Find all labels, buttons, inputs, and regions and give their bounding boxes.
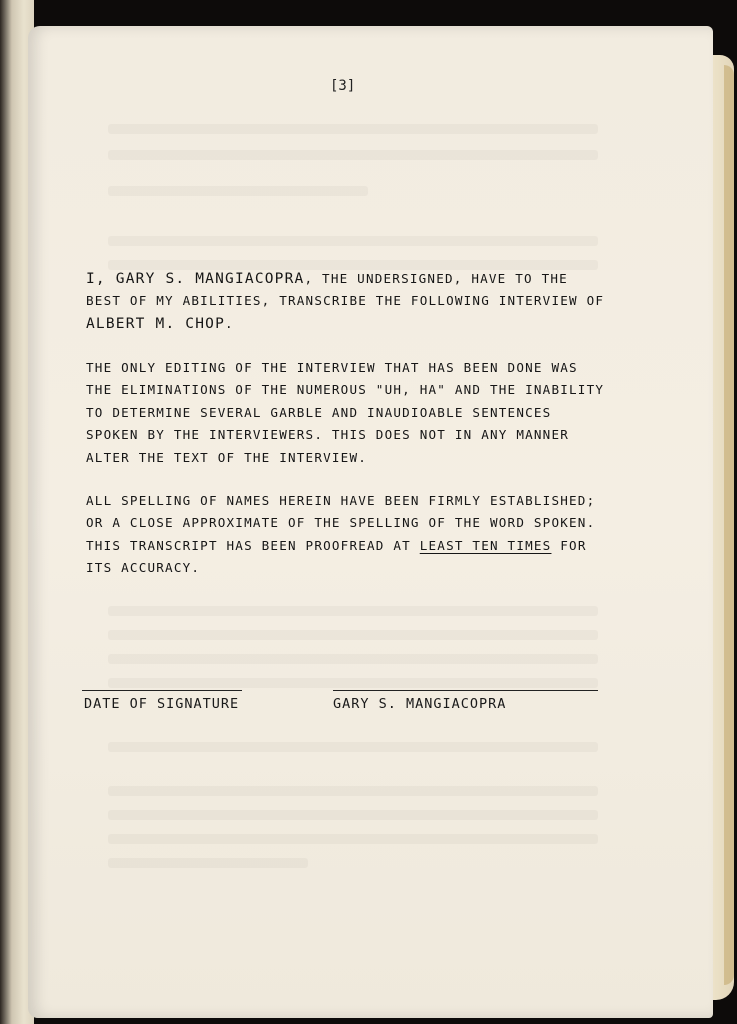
show-through-line xyxy=(108,150,598,160)
show-through-line xyxy=(108,124,598,134)
show-through-line xyxy=(108,630,598,640)
paragraph-lead: I, xyxy=(86,271,116,287)
show-through-line xyxy=(108,834,598,844)
paragraph-text: , THE UNDERSIGNED, HAVE TO THE BEST OF MY ABILITIES, TRANSCRIBE THE FOLLOWING INTERVIEW OF xyxy=(86,271,605,309)
signer-name-label: GARY S. MANGIACOPRA xyxy=(333,696,507,712)
show-through-line xyxy=(108,186,368,196)
show-through-line xyxy=(108,742,598,752)
editing-paragraph: THE ONLY EDITING OF THE INTERVIEW THAT HAS BEEN DONE WAS THE ELIMINATIONS OF THE NUMEROUS "UH, HA" AND THE INABILITY TO DETERMINE SEVERAL GARBLE AND INAUDIOABLE SENTENCES SPOKEN BY THE INTERVIEWERS. THIS DOES NOT IN ANY MANNER ALTER THE TEXT OF THE INTERVIEW. xyxy=(86,360,605,465)
show-through-line xyxy=(108,786,598,796)
paragraph-end: . xyxy=(225,315,234,331)
interviewee-name: ALBERT M. CHOP xyxy=(86,315,226,332)
emphasis-text: LEAST TEN TIMES xyxy=(419,537,552,553)
show-through-line xyxy=(108,810,598,820)
spelling-paragraph xyxy=(86,490,606,580)
date-signature-line xyxy=(82,690,242,691)
paragraph-end: FOR ITS ACCURACY. xyxy=(86,537,587,576)
page-number: [3] xyxy=(330,78,356,94)
show-through-line xyxy=(108,236,598,246)
show-through-line xyxy=(108,858,308,868)
show-through-line xyxy=(108,654,598,664)
date-of-signature-label: DATE OF SIGNATURE xyxy=(84,696,240,712)
transcriber-name: GARY S. MANGIACOPRA xyxy=(115,271,305,287)
name-signature-line xyxy=(333,690,598,691)
certification-paragraph xyxy=(86,268,606,335)
show-through-line xyxy=(108,678,598,688)
paragraph-text: ALL SPELLING OF NAMES HEREIN HAVE BEEN FIRMLY ESTABLISHED; OR A CLOSE APPROXIMATE OF THE SPELLING OF THE WORD SPOKEN. THIS TRANSCRIPT HAS BEEN PROOFREAD AT xyxy=(86,493,596,553)
show-through-line xyxy=(108,606,598,616)
